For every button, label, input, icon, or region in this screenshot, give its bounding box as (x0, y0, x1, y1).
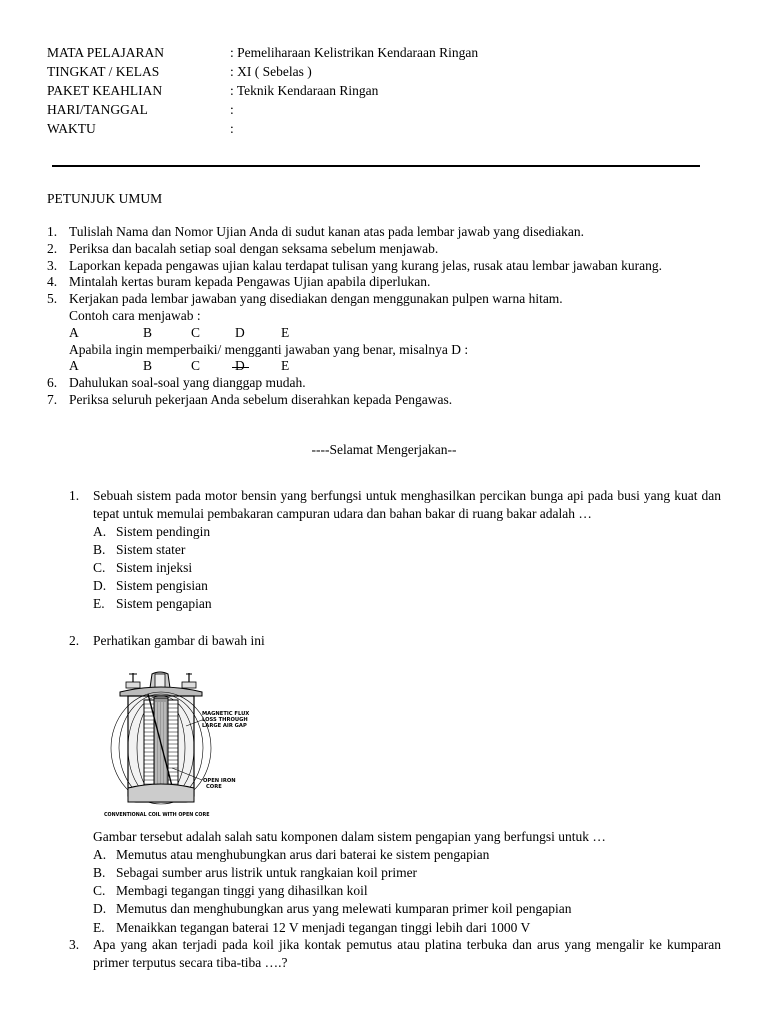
instruction-item (47, 375, 722, 392)
answer-option (93, 523, 721, 541)
answer-option (93, 900, 721, 918)
question-2 (69, 632, 721, 650)
instructions-list (47, 224, 722, 409)
choice-letter: E (281, 358, 290, 374)
header-value: : XI ( Sebelas ) (230, 64, 312, 79)
coil-base (128, 784, 194, 802)
instruction-number: 4. (47, 274, 58, 290)
choice-letter: D (235, 324, 245, 340)
question-text: Perhatikan gambar di bawah ini (93, 633, 265, 648)
header-value: : (230, 102, 234, 117)
question-2-continued (69, 828, 721, 937)
instruction-item (47, 392, 722, 409)
figure-caption: CONVENTIONAL COIL WITH OPEN CORE (104, 813, 210, 818)
option-text: Menaikkan tegangan baterai 12 V menjadi tegangan tinggi lebih dari 1000 V (116, 919, 531, 935)
option-text: Membagi tegangan tinggi yang dihasilkan koil (116, 883, 368, 899)
header-label: WAKTU (47, 121, 96, 136)
answer-option (93, 559, 721, 577)
question-number: 3. (69, 937, 80, 952)
choice-letter: E (281, 324, 290, 340)
answer-options (93, 846, 721, 937)
choice-letter-crossed (235, 358, 281, 375)
option-text: Sistem injeksi (116, 560, 193, 575)
coil-drawing (111, 672, 211, 804)
header-row-class (47, 63, 478, 82)
choice-letter: A (69, 358, 79, 374)
instruction-number: 5. (47, 291, 58, 307)
question-text: Apa yang akan terjadi pada koil jika kontak pemutus atau platina terbuka dan arus yang mengalir ke kumparan primer terputus secara tiba-tiba ….? (93, 937, 721, 970)
answer-option (93, 919, 721, 937)
question-3 (69, 936, 721, 972)
answer-option (93, 882, 721, 900)
answer-option (93, 846, 721, 864)
option-letter: C. (93, 560, 106, 575)
header-row-subject (47, 44, 478, 63)
choice-letter: B (143, 358, 153, 374)
instruction-item (47, 224, 722, 241)
flux-label: LARGE AIR GAP (202, 723, 247, 729)
example-label: Contoh cara menjawab : (69, 307, 201, 323)
crossed-letter: D (235, 358, 309, 375)
option-text: Memutus atau menghubungkan arus dari baterai ke sistem pengapian (116, 846, 490, 862)
question-1 (69, 487, 721, 614)
option-letter: B. (93, 541, 106, 557)
instruction-text: Dahulukan soal-soal yang dianggap mudah. (69, 375, 306, 391)
option-letter: C. (93, 883, 106, 899)
header-row-time (47, 120, 478, 139)
instruction-number: 7. (47, 391, 58, 407)
option-text: Sistem stater (116, 541, 186, 557)
option-text: Sistem pengisian (116, 578, 208, 594)
choice-letter: A (69, 324, 79, 340)
instruction-text: Tulislah Nama dan Nomor Ujian Anda di sudut kanan atas pada lembar jawab yang disediakan. (69, 224, 585, 239)
instruction-number: 2. (47, 240, 58, 256)
instruction-item (47, 274, 722, 291)
flux-label: MAGNETIC FLUX (202, 711, 250, 717)
header-label: TINGKAT / KELAS (47, 64, 160, 79)
question-number: 2. (69, 633, 80, 648)
instruction-text: Laporkan kepada pengawas ujian kalau terdapat tulisan yang kurang jelas, rusak atau lembar jawaban kurang. (69, 257, 663, 273)
option-letter: D. (93, 578, 107, 594)
option-letter: E. (93, 596, 105, 612)
instruction-item (47, 241, 722, 258)
option-letter: B. (93, 865, 106, 880)
instructions-title: PETUNJUK UMUM (47, 191, 163, 206)
option-letter: D. (93, 901, 107, 917)
option-letter: A. (93, 523, 107, 539)
question-text: Sebuah sistem pada motor bensin yang berfungsi untuk menghasilkan percikan bunga api pada busi yang kuat dan tepat untuk memulai pembakaran campuran udara dan bahan bakar di ruang bakar adalah … (93, 488, 721, 521)
answer-option (93, 541, 721, 559)
header-label: PAKET KEAHLIAN (47, 83, 163, 98)
answer-option (93, 864, 721, 882)
instruction-text: Periksa dan bacalah setiap soal dengan seksama sebelum menjawab. (69, 240, 439, 256)
answer-option (93, 577, 721, 595)
instruction-item (47, 291, 722, 375)
instruction-number: 1. (47, 224, 58, 239)
header-value: : Teknik Kendaraan Ringan (230, 83, 379, 98)
example-answer-choices (69, 325, 722, 342)
instruction-item (47, 258, 722, 275)
instruction-number: 3. (47, 257, 58, 273)
question-stem: Gambar tersebut adalah salah satu komponen dalam sistem pengapian yang berfungsi untuk … (93, 829, 606, 844)
option-text: Sebagai sumber arus listrik untuk rangkaian koil primer (116, 865, 418, 880)
repair-answer-choices (69, 358, 722, 375)
coil-windings (144, 694, 178, 796)
answer-options (93, 523, 721, 614)
header-label: HARI/TANGGAL (47, 102, 148, 117)
header-divider (52, 165, 700, 167)
question-number: 1. (69, 488, 80, 503)
closing-greeting: ----Selamat Mengerjakan-- (311, 442, 457, 457)
coil-terminals (120, 672, 202, 696)
header-value: : (230, 121, 234, 136)
option-text: Memutus dan menghubungkan arus yang melewati kumparan primer koil pengapian (116, 901, 572, 917)
answer-option (93, 595, 721, 613)
header-row-program (47, 82, 478, 101)
choice-letter: C (191, 324, 201, 340)
option-text: Sistem pengapian (116, 596, 212, 612)
ignition-coil-figure (98, 668, 258, 820)
header-row-date (47, 101, 478, 120)
instruction-text: Mintalah kertas buram kepada Pengawas Ujian apabila diperlukan. (69, 274, 431, 290)
option-letter: A. (93, 846, 107, 862)
core-label: OPEN IRON (203, 778, 236, 784)
choice-letter: C (191, 358, 201, 374)
core-label: CORE (206, 784, 222, 790)
instruction-number: 6. (47, 375, 58, 391)
header-value: : Pemeliharaan Kelistrikan Kendaraan Ringan (230, 45, 479, 60)
choice-letter: B (143, 324, 153, 340)
repair-label: Apabila ingin memperbaiki/ mengganti jawaban yang benar, misalnya D : (69, 341, 469, 357)
instruction-text: Kerjakan pada lembar jawaban yang disediakan dengan menggunakan pulpen warna hitam. (69, 291, 563, 307)
flux-label: LOSS THROUGH (202, 717, 248, 723)
option-letter: E. (93, 919, 105, 935)
option-text: Sistem pendingin (116, 523, 211, 539)
instruction-text: Periksa seluruh pekerjaan Anda sebelum diserahkan kepada Pengawas. (69, 391, 453, 407)
exam-header (47, 44, 478, 139)
header-label: MATA PELAJARAN (47, 45, 165, 60)
